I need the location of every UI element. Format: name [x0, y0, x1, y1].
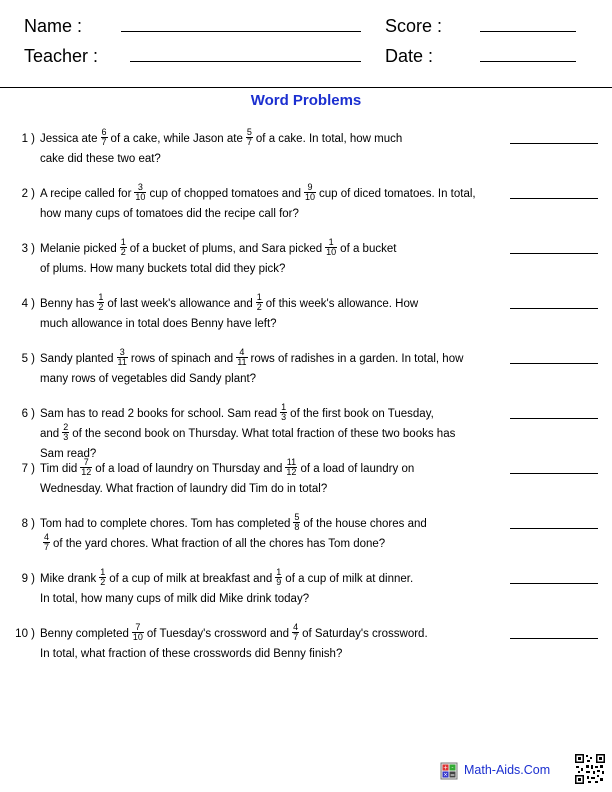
fraction [62, 423, 69, 442]
fraction-denominator: 3 [63, 432, 69, 443]
problem-text-segment: Sam has to read 2 books for school. Sam read [40, 408, 278, 420]
problem-number: 7 ) [21, 463, 35, 475]
qr-code-icon [574, 753, 606, 785]
problem-text [40, 514, 502, 554]
fraction-denominator: 2 [98, 302, 104, 313]
problem-text [40, 294, 502, 334]
score-field[interactable] [480, 31, 576, 32]
problem-text-segment: Melanie picked [40, 243, 117, 255]
problem-line [40, 184, 502, 204]
problem-text-segment: of last week's allowance and [107, 298, 253, 310]
answer-line[interactable] [510, 143, 598, 144]
problem-number: 2 ) [21, 188, 35, 200]
fraction-denominator: 11 [117, 357, 127, 368]
problem-line [40, 259, 502, 279]
fraction-numerator: 1 [120, 237, 126, 248]
problem-text-segment: rows of radishes in a garden. In total, how [250, 353, 464, 365]
fraction [275, 568, 282, 587]
fraction-denominator: 7 [101, 137, 107, 148]
problem-number: 3 ) [21, 243, 35, 255]
fraction-numerator: 3 [134, 183, 146, 193]
fraction-numerator: 4 [236, 348, 247, 358]
fraction-denominator: 2 [256, 302, 262, 313]
problem-text-segment: of this week's allowance. How [265, 298, 419, 310]
problem-number: 6 ) [21, 408, 35, 420]
problem-text [40, 184, 502, 224]
teacher-field[interactable] [130, 61, 361, 62]
name-label: Name : [24, 16, 83, 36]
fraction-numerator: 11 [286, 457, 297, 468]
problem-text-segment: of the second book on Thursday. What total fraction of these two books has [72, 428, 456, 440]
answer-line[interactable] [510, 638, 598, 639]
problem-line [40, 569, 502, 589]
fraction-denominator: 10 [304, 192, 315, 203]
problem-text-segment: of a cup of milk at dinner. [285, 573, 414, 585]
problem-text-segment: of a cup of milk at breakfast and [109, 573, 273, 585]
problem-text-segment: much allowance in total does Benny have left? [40, 318, 277, 330]
problem-text-segment: of the first book on Tuesday, [290, 408, 434, 420]
answer-line[interactable] [510, 418, 598, 419]
problem-text-segment: of Saturday's crossword. [302, 628, 428, 640]
problem-line [40, 514, 502, 534]
fraction-denominator: 12 [81, 467, 92, 478]
svg-text:+: + [442, 764, 449, 772]
problem-line [40, 644, 502, 664]
problem-text-segment: of plums. How many buckets total did they pick? [40, 263, 286, 275]
problem-text [40, 239, 502, 279]
problem-text-segment: of a bucket [340, 243, 397, 255]
fraction [120, 238, 127, 257]
worksheet-title: Word Problems [250, 92, 362, 109]
fraction [280, 403, 287, 422]
problem-text [40, 349, 502, 389]
problem-text-segment: of a cake, while Jason ate [110, 133, 243, 145]
fraction-denominator: 10 [135, 192, 146, 203]
svg-text:-: - [451, 764, 454, 772]
problem-text [40, 404, 502, 464]
fraction-numerator: 1 [100, 567, 106, 578]
problem-text-segment: A recipe called for [40, 188, 132, 200]
problem-text-segment: Sam read? [40, 448, 97, 460]
fraction-numerator: 3 [117, 348, 128, 358]
fraction [117, 348, 128, 367]
answer-line[interactable] [510, 198, 598, 199]
problem-line [40, 204, 502, 224]
answer-line[interactable] [510, 473, 598, 474]
fraction [256, 293, 263, 312]
problem-text-segment: and [40, 428, 60, 440]
fraction [97, 293, 104, 312]
date-label: Date : [385, 46, 434, 66]
fraction [101, 128, 108, 147]
fraction-denominator: 7 [44, 542, 50, 553]
problem-line [40, 349, 502, 369]
problem-line [40, 404, 502, 424]
problem-line [40, 534, 502, 554]
problem-text-segment: many rows of vegetables did Sandy plant? [40, 373, 257, 385]
problem-text-segment: Wednesday. What fraction of laundry did Tim do in total? [40, 483, 328, 495]
fraction [304, 183, 316, 202]
problem-text-segment: In total, how many cups of milk did Mike drink today? [40, 593, 310, 605]
problem-line [40, 369, 502, 389]
problem-text-segment: of the yard chores. What fraction of all the chores has Tom done? [53, 538, 386, 550]
problem-text-segment: In total, what fraction of these crosswords did Benny finish? [40, 648, 343, 660]
name-field[interactable] [121, 31, 361, 32]
problem-text-segment: Benny has [40, 298, 95, 310]
problem-text-segment: of a bucket of plums, and Sara picked [129, 243, 323, 255]
problem-number: 1 ) [21, 133, 35, 145]
svg-text:=: = [449, 771, 456, 779]
fraction-denominator: 12 [286, 467, 297, 478]
fraction-numerator: 4 [293, 622, 299, 633]
fraction [134, 183, 146, 202]
fraction [236, 348, 247, 367]
fraction-denominator: 7 [246, 137, 252, 148]
score-label: Score : [385, 16, 443, 36]
fraction [43, 533, 50, 552]
problem-line [40, 459, 502, 479]
fraction-numerator: 1 [256, 292, 262, 303]
fraction-numerator: 1 [276, 567, 282, 578]
fraction-numerator: 1 [325, 238, 337, 248]
teacher-label: Teacher : [24, 46, 99, 66]
problem-line [40, 479, 502, 499]
problem-line [40, 589, 502, 609]
problem-line [40, 624, 502, 644]
problem-line [40, 239, 502, 259]
problem-line [40, 129, 502, 149]
problem-text-segment: of a cake. In total, how much [255, 133, 403, 145]
answer-line[interactable] [510, 528, 598, 529]
header-divider [0, 87, 612, 88]
problem-number: 8 ) [21, 518, 35, 530]
problem-text-segment: of Tuesday's crossword and [146, 628, 290, 640]
problem-text [40, 129, 502, 169]
problem-text-segment: cake did these two eat? [40, 153, 161, 165]
fraction-numerator: 5 [294, 512, 300, 523]
fraction [132, 623, 144, 642]
problem-number: 10 ) [15, 628, 35, 640]
problem-number: 4 ) [21, 298, 35, 310]
fraction-numerator: 4 [44, 532, 50, 543]
fraction-denominator: 7 [293, 632, 299, 643]
fraction-numerator: 6 [101, 127, 107, 138]
date-field[interactable] [480, 61, 576, 62]
fraction-denominator: 10 [326, 247, 337, 258]
fraction-numerator: 1 [281, 402, 287, 413]
problem-text-segment: rows of spinach and [130, 353, 234, 365]
problem-line [40, 294, 502, 314]
problem-text-segment: Sandy planted [40, 353, 114, 365]
fraction [99, 568, 106, 587]
problem-text-segment: cup of chopped tomatoes and [149, 188, 301, 200]
problem-text-segment: Mike drank [40, 573, 97, 585]
problem-text-segment: Tom had to complete chores. Tom has completed [40, 518, 291, 530]
problem-text-segment: of a load of laundry on [300, 463, 415, 475]
problem-text-segment: Jessica ate [40, 133, 98, 145]
problem-line [40, 149, 502, 169]
fraction-denominator: 2 [100, 577, 106, 588]
problem-text-segment: cup of diced tomatoes. In total, [318, 188, 476, 200]
fraction-denominator: 3 [281, 412, 287, 423]
problem-line [40, 424, 502, 444]
problem-text [40, 624, 502, 664]
fraction-denominator: 8 [294, 522, 300, 533]
fraction-numerator: 9 [304, 183, 316, 193]
fraction [325, 238, 337, 257]
fraction-numerator: 5 [246, 127, 252, 138]
fraction-numerator: 2 [63, 422, 69, 433]
fraction [246, 128, 253, 147]
fraction-numerator: 1 [98, 292, 104, 303]
problem-line [40, 314, 502, 334]
fraction [80, 458, 92, 477]
problem-text-segment: of a load of laundry on Thursday and [95, 463, 283, 475]
fraction-denominator: 10 [132, 632, 143, 643]
fraction-numerator: 7 [80, 458, 92, 468]
fraction [285, 458, 297, 477]
site-name[interactable]: Math-Aids.Com [464, 763, 551, 777]
fraction-denominator: 2 [120, 247, 126, 258]
problem-number: 9 ) [21, 573, 35, 585]
answer-line[interactable] [510, 308, 598, 309]
fraction-numerator: 7 [132, 623, 144, 633]
calculator-icon [440, 762, 458, 780]
answer-line[interactable] [510, 253, 598, 254]
fraction [292, 623, 299, 642]
fraction [293, 513, 300, 532]
problem-text [40, 569, 502, 609]
problem-text-segment: of the house chores and [303, 518, 427, 530]
fraction-denominator: 9 [276, 577, 282, 588]
svg-text:×: × [442, 771, 449, 779]
problem-text-segment: how many cups of tomatoes did the recipe call for? [40, 208, 299, 220]
problem-text-segment: Benny completed [40, 628, 129, 640]
answer-line[interactable] [510, 363, 598, 364]
answer-line[interactable] [510, 583, 598, 584]
problem-number: 5 ) [21, 353, 35, 365]
fraction-denominator: 11 [237, 357, 247, 368]
problem-text [40, 459, 502, 499]
problem-text-segment: Tim did [40, 463, 78, 475]
